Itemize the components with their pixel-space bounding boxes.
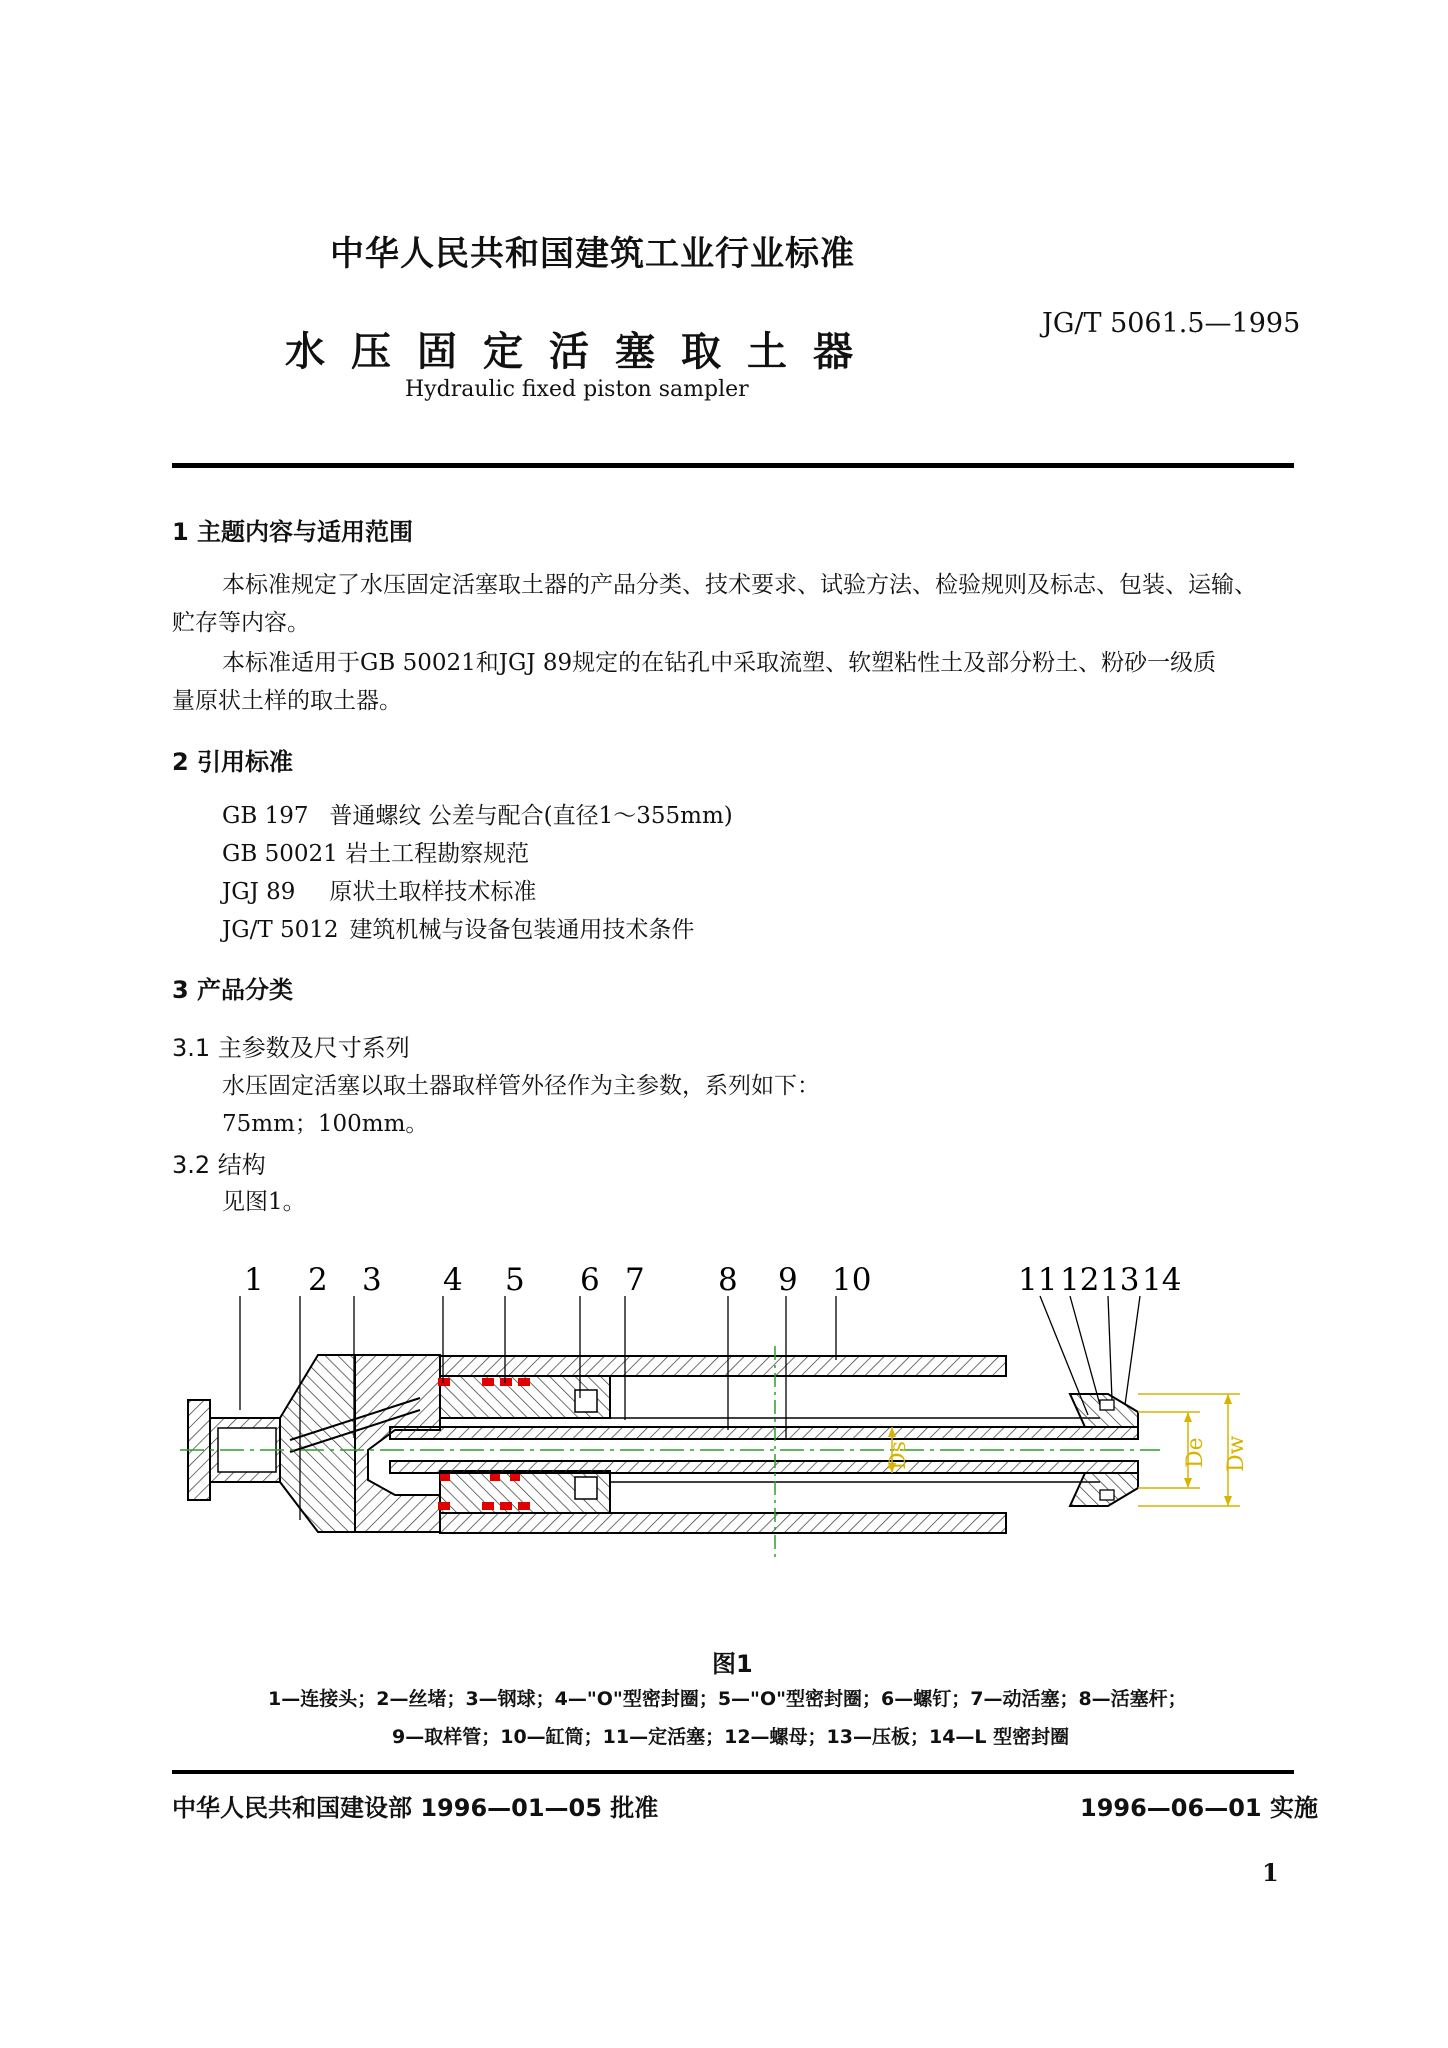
callout-11: 11 xyxy=(1018,1262,1058,1298)
callout-10: 10 xyxy=(832,1262,872,1298)
section-2-heading: 2 引用标准 xyxy=(172,748,294,776)
page-number: 1 xyxy=(1262,1858,1279,1887)
section-3-heading: 3 产品分类 xyxy=(172,976,294,1004)
callout-2: 2 xyxy=(308,1262,328,1298)
standard-number: JG/T 5061.5—1995 xyxy=(1042,308,1301,339)
section-1-heading: 1 主题内容与适用范围 xyxy=(172,518,414,546)
reference-title: 建筑机械与设备包装通用技术条件 xyxy=(349,917,695,943)
document-title: 水压固定活塞取土器 xyxy=(285,329,879,375)
reference-title: 原状土取样技术标准 xyxy=(329,879,537,905)
section-3-1-line-1: 水压固定活塞以取土器取样管外径作为主参数，系列如下： xyxy=(222,1073,820,1099)
reference-code: JGJ 89 xyxy=(222,879,296,905)
org-title: 中华人民共和国建筑工业行业标准 xyxy=(330,234,855,274)
effective-date-text: 1996—06—01 实施 xyxy=(1080,1794,1318,1822)
head-body xyxy=(280,1355,440,1532)
dim-label-de: De xyxy=(1183,1437,1208,1468)
reference-code: GB 50021 xyxy=(222,841,338,867)
reference-title: 岩土工程勘察规范 xyxy=(345,841,530,867)
callout-13: 13 xyxy=(1100,1262,1140,1298)
dim-label-dw: Dw xyxy=(1224,1435,1249,1472)
callout-5: 5 xyxy=(505,1262,525,1298)
section-3-2-line-1: 见图1。 xyxy=(222,1189,306,1215)
callout-4: 4 xyxy=(443,1262,463,1298)
callout-9: 9 xyxy=(778,1262,798,1298)
callout-labels xyxy=(244,1262,1181,1298)
figure-legend-line-1: 1—连接头；2—丝堵；3—钢球；4—"O"型密封圈；5—"O"型密封圈；6—螺钉；7—动活塞；8—活塞杆； xyxy=(268,1688,1187,1710)
reference-code: JG/T 5012 xyxy=(222,917,339,943)
footer-rule xyxy=(172,1770,1294,1774)
figure-caption: 图1 xyxy=(712,1650,753,1678)
approval-text: 中华人民共和国建设部 1996—01—05 批准 xyxy=(172,1794,659,1822)
moving-piston xyxy=(440,1376,610,1513)
document-title-english: Hydraulic fixed piston sampler xyxy=(405,377,749,402)
callout-6: 6 xyxy=(580,1262,600,1298)
callout-7: 7 xyxy=(625,1262,645,1298)
reference-code: GB 197 xyxy=(222,803,309,829)
callout-8: 8 xyxy=(718,1262,738,1298)
callout-12: 12 xyxy=(1060,1262,1100,1298)
section-1-para-2-line-2: 量原状土样的取土器。 xyxy=(172,688,402,714)
section-3-1-heading: 3.1 主参数及尺寸系列 xyxy=(172,1034,410,1062)
callout-1: 1 xyxy=(244,1262,264,1298)
reference-title: 普通螺纹 公差与配合(直径1～355mm) xyxy=(329,803,733,829)
section-1-para-2-line-1: 本标准适用于GB 50021和JGJ 89规定的在钻孔中采取流塑、软塑粘性土及部分粉土、粉砂一级质 xyxy=(222,650,1217,676)
section-3-1-line-2: 75mm；100mm。 xyxy=(222,1111,429,1137)
section-1-para-1-line-2: 贮存等内容。 xyxy=(172,610,310,636)
figure-legend-line-2: 9—取样管；10—缸筒；11—定活塞；12—螺母；13—压板；14—L 型密封圈 xyxy=(392,1726,1070,1748)
callout-3: 3 xyxy=(362,1262,382,1298)
section-1-para-1-line-1: 本标准规定了水压固定活塞取土器的产品分类、技术要求、试验方法、检验规则及标志、包装、运输、 xyxy=(222,572,1257,598)
dim-label-ds: Ds xyxy=(886,1441,911,1470)
section-3-2-heading: 3.2 结构 xyxy=(172,1151,266,1179)
callout-14: 14 xyxy=(1142,1262,1182,1298)
